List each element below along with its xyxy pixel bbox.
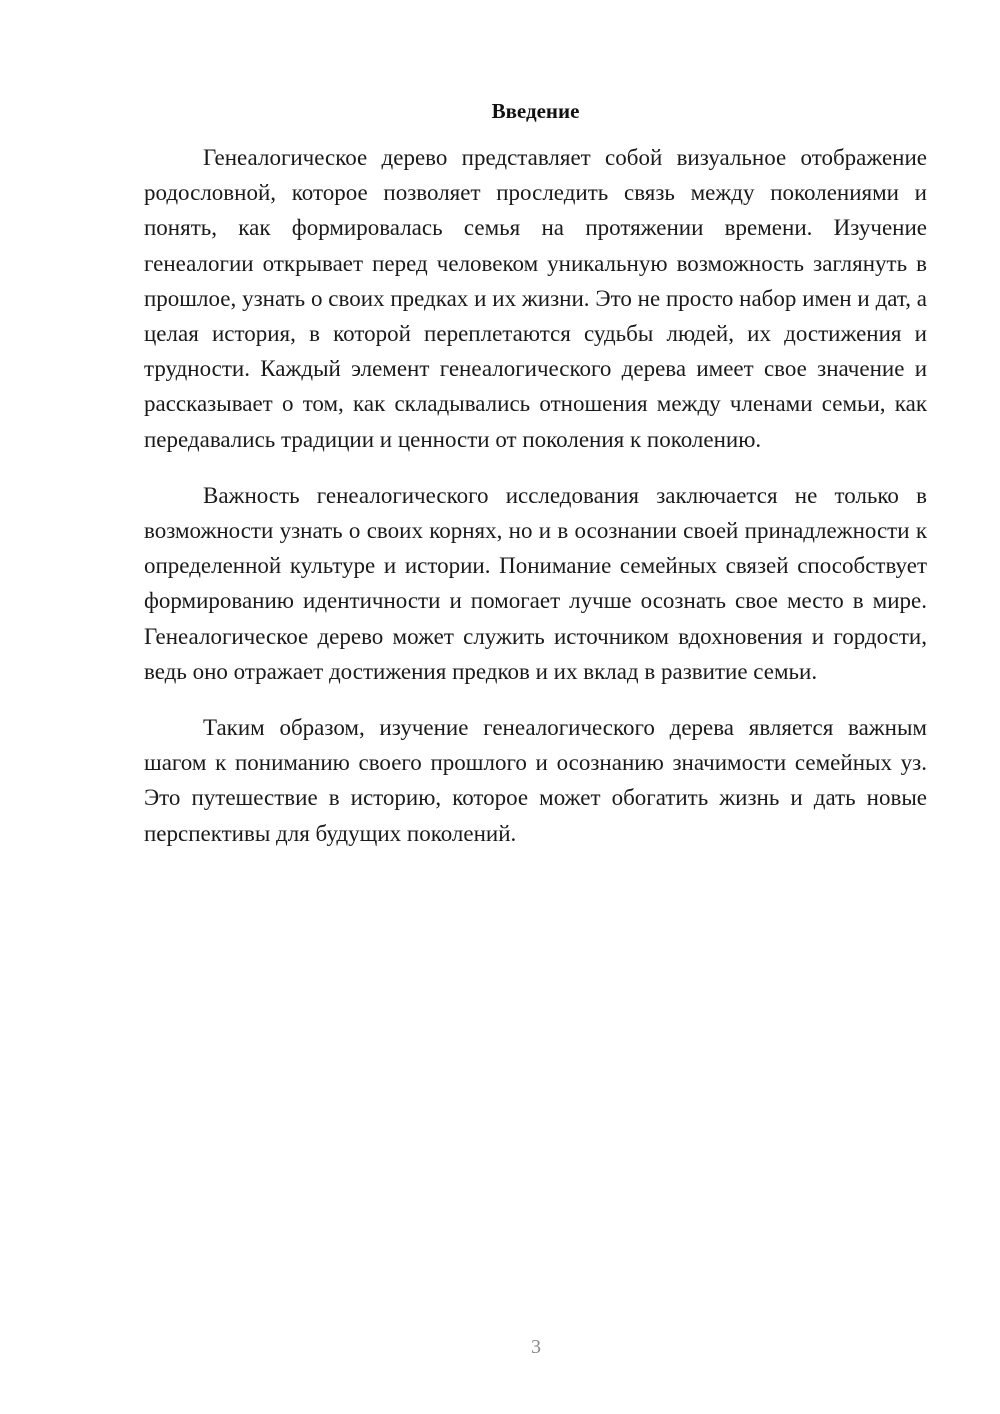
page-content xyxy=(144,96,927,872)
paragraph-2: Важность генеалогического исследования заключается не только в возможности узнать о своих корнях, но и в осознании своей принадлежности к определенной культуре и истории. Понимание семейных связей способствует формированию идентичности и помогает лучше осознать свое место в мире. Генеалогическое дерево может служить источником вдохновения и гордости, ведь оно отражает достижения предков и их вклад в развитие семьи. xyxy=(144,482,927,684)
paragraph-1: Генеалогическое дерево представляет собой визуальное отображение родословной, которое позволяет проследить связь между поколениями и понять, как формировалась семья на протяжении времени. Изучение генеалогии открывает перед человеком уникальную возможность заглянуть в прошлое, узнать о своих предках и их жизни. Это не просто набор имен и дат, а целая история, в которой переплетаются судьбы людей, их достижения и трудности. Каждый элемент генеалогического дерева имеет свое значение и рассказывает о том, как складывались отношения между членами семьи, как передавались традиции и ценности от поколения к поколению. xyxy=(144,145,927,452)
paragraph-3: Таким образом, изучение генеалогического дерева является важным шагом к пониманию своего прошлого и осознанию значимости семейных уз. Это путешествие в историю, которое может обогатить жизнь и дать новые перспективы для будущих поколений. xyxy=(144,715,927,846)
page-number: 3 xyxy=(531,1336,541,1358)
section-heading: Введение xyxy=(491,99,580,123)
